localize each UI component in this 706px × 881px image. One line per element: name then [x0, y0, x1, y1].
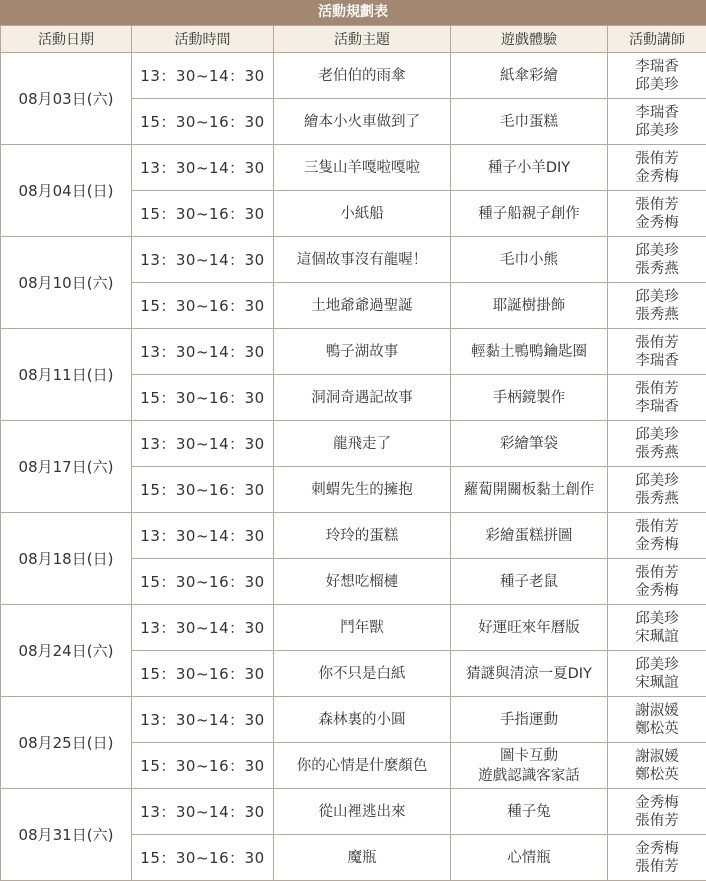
- teacher-name: 李瑞香: [608, 398, 706, 416]
- header-game: 遊戲體驗: [451, 26, 608, 53]
- game-experience: [451, 99, 608, 145]
- activity-time: 13：30~14：30: [132, 789, 274, 835]
- activity-theme: 刺蝟先生的擁抱: [274, 467, 451, 513]
- game-experience: [451, 559, 608, 605]
- table-row: [1, 421, 706, 467]
- activity-theme: 你不只是白紙: [274, 651, 451, 697]
- teacher-name: 宋珮誼: [608, 674, 706, 692]
- game-line: 圖卡互動: [451, 746, 607, 766]
- game-line: 耶誕樹掛飾: [451, 297, 607, 315]
- teacher-name: 張侑芳: [608, 518, 706, 536]
- game-experience: [451, 789, 608, 835]
- game-experience: [451, 329, 608, 375]
- activity-time: 15：30~16：30: [132, 651, 274, 697]
- teacher-name: 李瑞香: [608, 58, 706, 76]
- header-theme: 活動主題: [274, 26, 451, 53]
- activity-theme: 這個故事沒有龍喔！: [274, 237, 451, 283]
- game-experience: [451, 53, 608, 99]
- teacher-name: 張侑芳: [608, 196, 706, 214]
- teacher-name: 張秀燕: [608, 444, 706, 462]
- activity-time: 15：30~16：30: [132, 835, 274, 881]
- game-experience: [451, 513, 608, 559]
- activity-theme: 好想吃榴槤: [274, 559, 451, 605]
- activity-date: 08月10日(六): [1, 237, 132, 329]
- activity-time: 13：30~14：30: [132, 421, 274, 467]
- table-row: [1, 605, 706, 651]
- game-experience: [451, 651, 608, 697]
- activity-teachers: [608, 605, 706, 651]
- activity-date: 08月31日(六): [1, 789, 132, 881]
- activity-time: 15：30~16：30: [132, 99, 274, 145]
- activity-teachers: [608, 329, 706, 375]
- table-row: [1, 789, 706, 835]
- header-teacher: 活動講師: [608, 26, 706, 53]
- table-row: [1, 697, 706, 743]
- activity-date: 08月25日(日): [1, 697, 132, 789]
- header-time: 活動時間: [132, 26, 274, 53]
- table-row: [1, 513, 706, 559]
- activity-theme: 鴨子湖故事: [274, 329, 451, 375]
- activity-theme: 從山裡逃出來: [274, 789, 451, 835]
- table-title: 活動規劃表: [0, 0, 706, 25]
- game-line: 手柄鏡製作: [451, 389, 607, 407]
- activity-time: 13：30~14：30: [132, 237, 274, 283]
- activity-time: 15：30~16：30: [132, 375, 274, 421]
- activity-teachers: [608, 283, 706, 329]
- teacher-name: 李瑞香: [608, 104, 706, 122]
- teacher-name: 張侑芳: [608, 334, 706, 352]
- activity-time: 15：30~16：30: [132, 283, 274, 329]
- game-experience: [451, 467, 608, 513]
- teacher-name: 張秀燕: [608, 306, 706, 324]
- activity-date: 08月18日(日): [1, 513, 132, 605]
- activity-teachers: [608, 697, 706, 743]
- activity-theme: 老伯伯的雨傘: [274, 53, 451, 99]
- teacher-name: 謝淑媛: [608, 748, 706, 766]
- table-row: [1, 53, 706, 99]
- game-line: 猜謎與清涼一夏DIY: [451, 665, 607, 683]
- activity-time: 13：30~14：30: [132, 53, 274, 99]
- activity-teachers: [608, 559, 706, 605]
- activity-teachers: [608, 53, 706, 99]
- game-line: 毛巾蛋糕: [451, 113, 607, 131]
- teacher-name: 邱美珍: [608, 426, 706, 444]
- game-experience: [451, 697, 608, 743]
- teacher-name: 金秀梅: [608, 168, 706, 186]
- game-line: 種子兔: [451, 803, 607, 821]
- teacher-name: 邱美珍: [608, 242, 706, 260]
- game-experience: [451, 835, 608, 881]
- teacher-name: 張侑芳: [608, 858, 706, 876]
- teacher-name: 張侑芳: [608, 812, 706, 830]
- activity-theme: 龍飛走了: [274, 421, 451, 467]
- teacher-name: 金秀梅: [608, 840, 706, 858]
- header-row: [1, 26, 706, 53]
- teacher-name: 邱美珍: [608, 610, 706, 628]
- activity-time: 13：30~14：30: [132, 697, 274, 743]
- table-row: [1, 329, 706, 375]
- activity-teachers: [608, 651, 706, 697]
- activity-time: 13：30~14：30: [132, 513, 274, 559]
- activity-teachers: [608, 99, 706, 145]
- game-line: 毛巾小熊: [451, 251, 607, 269]
- activity-time: 13：30~14：30: [132, 605, 274, 651]
- teacher-name: 張侑芳: [608, 564, 706, 582]
- teacher-name: 金秀梅: [608, 794, 706, 812]
- table-row: [1, 145, 706, 191]
- game-experience: [451, 605, 608, 651]
- activity-theme: 洞洞奇遇記故事: [274, 375, 451, 421]
- game-line: 蘿蔔開關板黏土創作: [451, 481, 607, 499]
- activity-teachers: [608, 789, 706, 835]
- teacher-name: 邱美珍: [608, 472, 706, 490]
- activity-time: 15：30~16：30: [132, 191, 274, 237]
- activity-teachers: [608, 375, 706, 421]
- teacher-name: 邱美珍: [608, 656, 706, 674]
- activity-theme: 玲玲的蛋糕: [274, 513, 451, 559]
- game-experience: [451, 421, 608, 467]
- activity-teachers: [608, 835, 706, 881]
- teacher-name: 邱美珍: [608, 122, 706, 140]
- game-experience: [451, 283, 608, 329]
- activity-theme: 三隻山羊嘎啦嘎啦: [274, 145, 451, 191]
- activity-teachers: [608, 513, 706, 559]
- teacher-name: 張侑芳: [608, 380, 706, 398]
- game-line: 輕黏土鴨鴨鑰匙圈: [451, 343, 607, 361]
- activity-date: 08月11日(日): [1, 329, 132, 421]
- activity-theme: 小紙船: [274, 191, 451, 237]
- activity-teachers: [608, 467, 706, 513]
- teacher-name: 金秀梅: [608, 536, 706, 554]
- teacher-name: 鄭松英: [608, 720, 706, 738]
- activity-teachers: [608, 237, 706, 283]
- teacher-name: 邱美珍: [608, 288, 706, 306]
- activity-teachers: [608, 743, 706, 789]
- game-experience: [451, 145, 608, 191]
- activity-date: 08月04日(日): [1, 145, 132, 237]
- activity-time: 13：30~14：30: [132, 329, 274, 375]
- teacher-name: 謝淑媛: [608, 702, 706, 720]
- teacher-name: 張秀燕: [608, 260, 706, 278]
- activity-theme: 森林裏的小圓: [274, 697, 451, 743]
- game-line: 心情瓶: [451, 849, 607, 867]
- teacher-name: 張秀燕: [608, 490, 706, 508]
- activity-time: 15：30~16：30: [132, 467, 274, 513]
- game-line: 手指運動: [451, 711, 607, 729]
- teacher-name: 金秀梅: [608, 214, 706, 232]
- teacher-name: 宋珮誼: [608, 628, 706, 646]
- game-line: 彩繪蛋糕拼圖: [451, 527, 607, 545]
- teacher-name: 李瑞香: [608, 352, 706, 370]
- game-experience: [451, 237, 608, 283]
- teacher-name: 鄭松英: [608, 766, 706, 784]
- activity-theme: 魔瓶: [274, 835, 451, 881]
- game-experience: [451, 375, 608, 421]
- activity-teachers: [608, 145, 706, 191]
- game-line: 彩繪筆袋: [451, 435, 607, 453]
- activity-date: 08月03日(六): [1, 53, 132, 145]
- teacher-name: 金秀梅: [608, 582, 706, 600]
- activity-teachers: [608, 421, 706, 467]
- game-line: 遊戲認識客家話: [451, 766, 607, 786]
- schedule-table: [0, 25, 706, 881]
- activity-teachers: [608, 191, 706, 237]
- game-experience: [451, 191, 608, 237]
- activity-theme: 你的心情是什麼顏色: [274, 743, 451, 789]
- table-row: [1, 237, 706, 283]
- game-line: 種子船親子創作: [451, 205, 607, 223]
- activity-date: 08月17日(六): [1, 421, 132, 513]
- teacher-name: 邱美珍: [608, 76, 706, 94]
- activity-theme: 土地爺爺過聖誕: [274, 283, 451, 329]
- activity-time: 13：30~14：30: [132, 145, 274, 191]
- schedule-body: [1, 53, 706, 881]
- activity-date: 08月24日(六): [1, 605, 132, 697]
- game-line: 種子小羊DIY: [451, 159, 607, 177]
- activity-theme: 繪本小火車做到了: [274, 99, 451, 145]
- activity-time: 15：30~16：30: [132, 559, 274, 605]
- teacher-name: 張侑芳: [608, 150, 706, 168]
- game-line: 好運旺來年曆版: [451, 619, 607, 637]
- game-line: 紙傘彩繪: [451, 67, 607, 85]
- game-line: 種子老鼠: [451, 573, 607, 591]
- game-experience: [451, 743, 608, 789]
- activity-theme: 鬥年獸: [274, 605, 451, 651]
- header-date: 活動日期: [1, 26, 132, 53]
- activity-time: 15：30~16：30: [132, 743, 274, 789]
